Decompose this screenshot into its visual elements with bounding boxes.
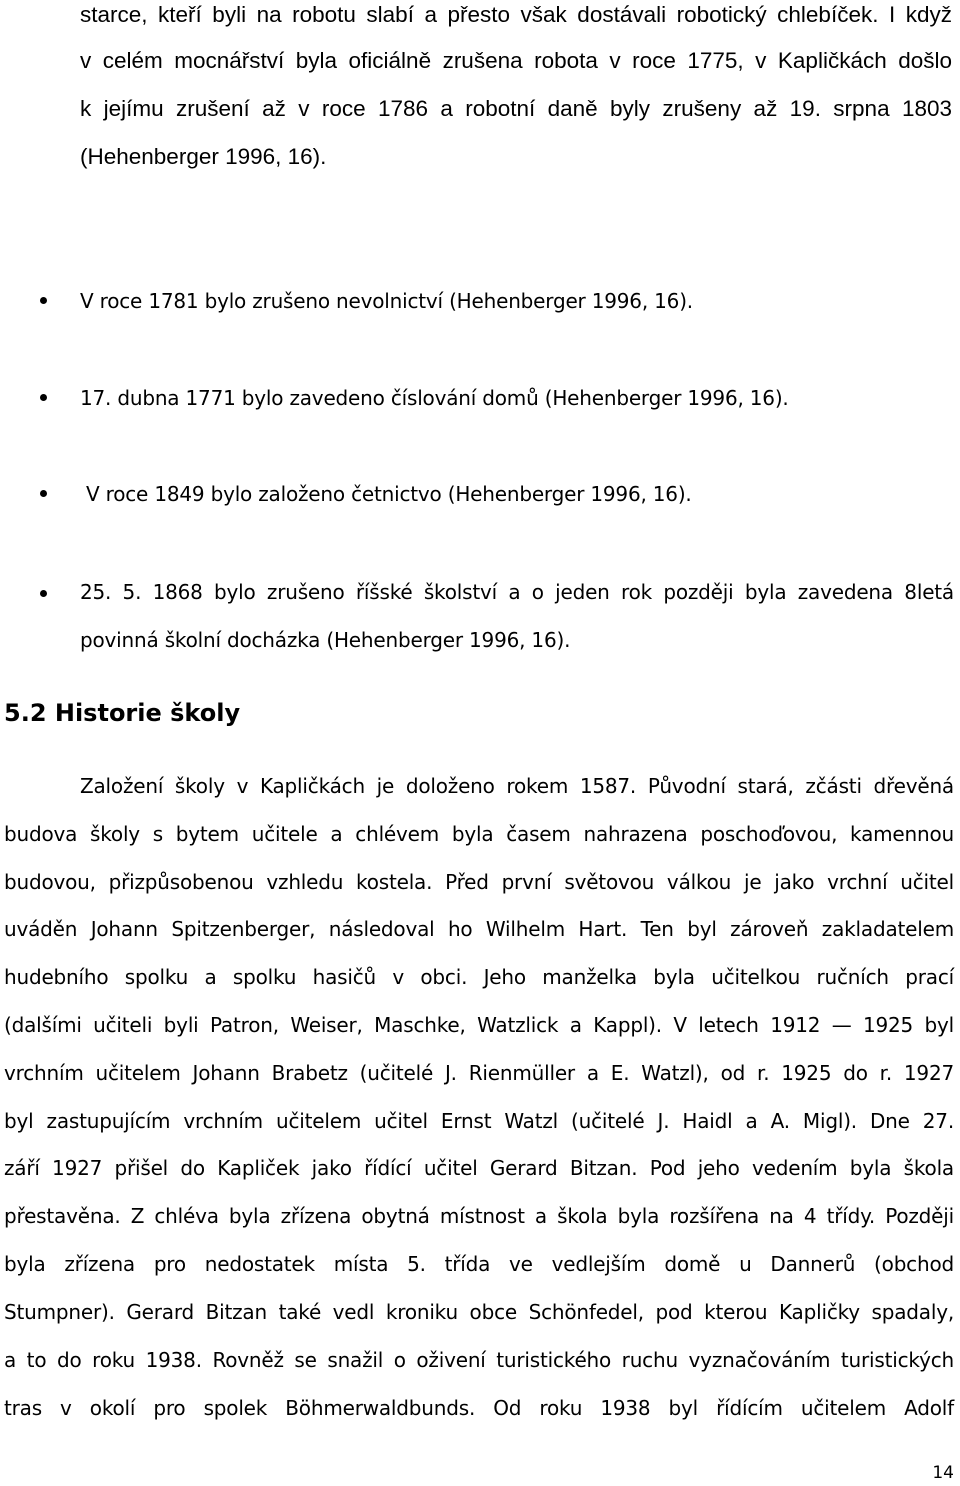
bullet-text: 25. 5. 1868 bylo zrušeno říšské školství a o jeden rok později byla zavedena 8letá — [80, 580, 954, 604]
paragraph-line: a to do roku 1938. Rovněž se snažil o oživení turistického ruchu vyznačováním turistických — [4, 1348, 954, 1372]
paragraph-line: hudebního spolku a spolku hasičů v obci. Jeho manželka byla učitelkou ručních prací — [4, 965, 954, 989]
bullet-icon — [40, 490, 47, 497]
paragraph-line: vrchním učitelem Johann Brabetz (učitelé J. Rienmüller a E. Watzl), od r. 1925 do r. 1927 — [4, 1061, 954, 1085]
paragraph-line: Stumpner). Gerard Bitzan také vedl kroniku obce Schönfedel, pod kterou Kapličky spadaly, — [4, 1300, 954, 1324]
paragraph-line: září 1927 přišel do Kapliček jako řídící učitel Gerard Bitzan. Pod jeho vedením byla škola — [4, 1156, 954, 1180]
paragraph-line: byl zastupujícím vrchním učitelem učitel Ernst Watzl (učitelé J. Haidl a A. Migl). Dne 27. — [4, 1109, 954, 1133]
paragraph-line: tras v okolí pro spolek Böhmerwaldbunds. Od roku 1938 byl řídícím učitelem Adolf — [4, 1396, 954, 1420]
intro-line: starce, kteří byli na robotu slabí a přesto však dostávali robotický chlebíček. I když — [80, 2, 952, 27]
paragraph-line: budova školy s bytem učitele a chlévem byla časem nahrazena poschoďovou, kamennou — [4, 822, 954, 846]
intro-line: (Hehenberger 1996, 16). — [80, 144, 327, 169]
bullet-icon — [40, 394, 47, 401]
bullet-text: V roce 1781 bylo zrušeno nevolnictví (Hehenberger 1996, 16). — [80, 289, 693, 313]
paragraph-line: Založení školy v Kapličkách je doloženo rokem 1587. Původní stará, zčásti dřevěná — [80, 774, 954, 798]
bullet-icon — [40, 590, 47, 597]
bullet-icon — [40, 297, 47, 304]
section-heading: 5.2 Historie školy — [4, 699, 241, 727]
intro-line: v celém mocnářství byla oficiálně zrušena robota v roce 1775, v Kapličkách došlo — [80, 48, 952, 73]
paragraph-line: (dalšími učiteli byli Patron, Weiser, Maschke, Watzlick a Kappl). V letech 1912 — 1925 byl — [4, 1013, 954, 1037]
bullet-text: 17. dubna 1771 bylo zavedeno číslování domů (Hehenberger 1996, 16). — [80, 386, 789, 410]
paragraph-line: uváděn Johann Spitzenberger, následoval ho Wilhelm Hart. Ten byl zároveň zakladatelem — [4, 917, 954, 941]
paragraph-line: budovou, přizpůsobenou vzhledu kostela. Před první světovou válkou je jako vrchní učitel — [4, 870, 954, 894]
paragraph-line: byla zřízena pro nedostatek místa 5. třída ve vedlejším domě u Dannerů (obchod — [4, 1252, 954, 1276]
page-number: 14 — [932, 1463, 954, 1483]
bullet-text: povinná školní docházka (Hehenberger 1996, 16). — [80, 628, 571, 652]
paragraph-line: přestavěna. Z chléva byla zřízena obytná místnost a škola byla rozšířena na 4 třídy. Později — [4, 1204, 954, 1228]
bullet-text: V roce 1849 bylo založeno četnictvo (Hehenberger 1996, 16). — [86, 482, 692, 506]
intro-line: k jejímu zrušení až v roce 1786 a robotní daně byly zrušeny až 19. srpna 1803 — [80, 96, 952, 121]
